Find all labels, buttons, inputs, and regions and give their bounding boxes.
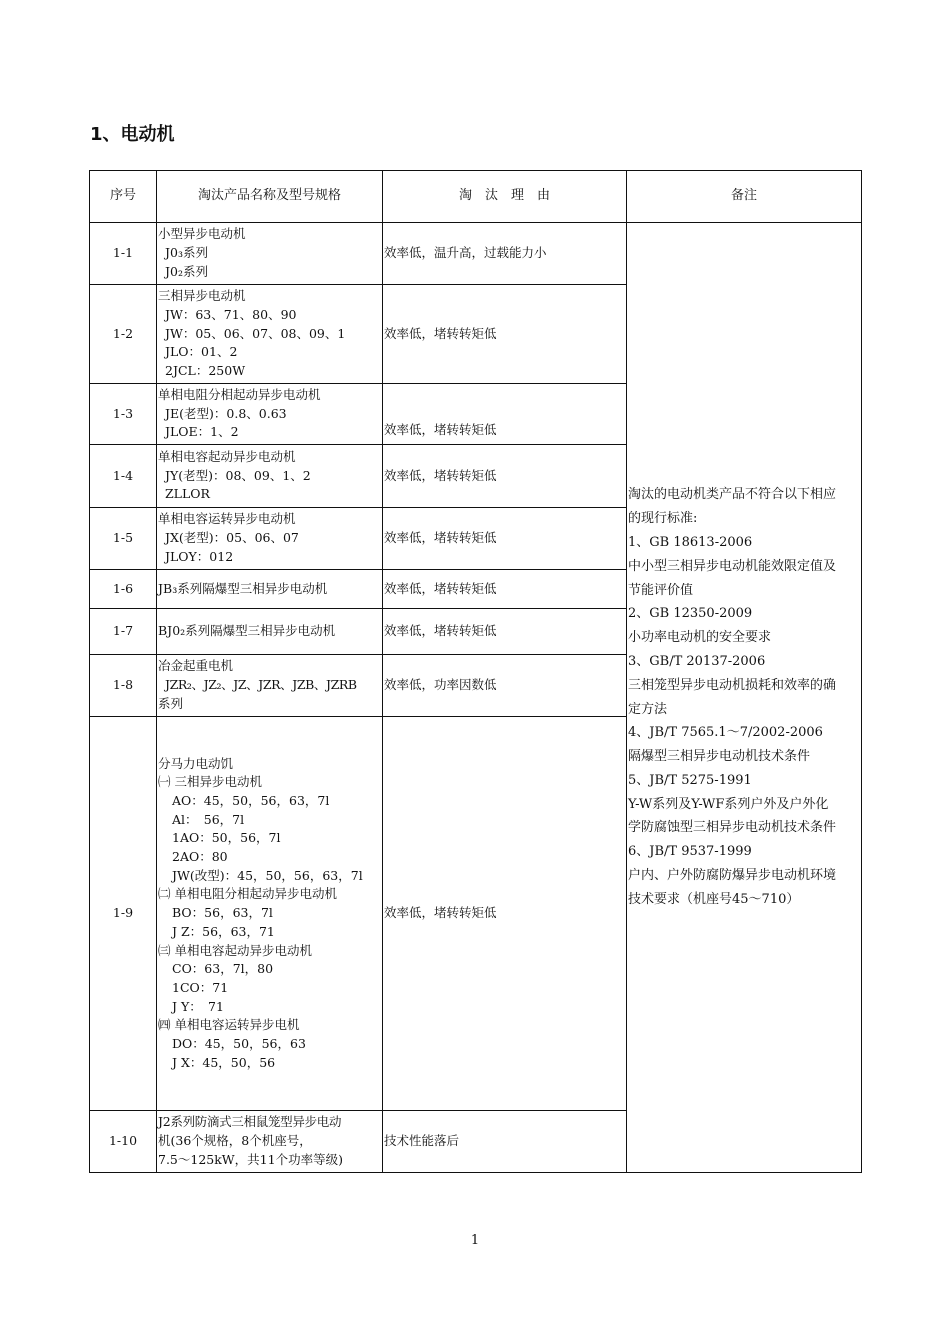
name-line: J Z：56，63，71 [172, 923, 275, 939]
row-seq: 1-3 [90, 384, 157, 445]
name-line: J2系列防滴式三相鼠笼型异步电动 [158, 1114, 342, 1130]
row-seq: 1-7 [90, 609, 157, 655]
remark-line: 定方法 [628, 701, 668, 717]
name-line: 系列 [158, 695, 184, 711]
row-reason: 效率低，堵转转矩低 [383, 717, 627, 1111]
name-line: JLOY：012 [165, 548, 234, 564]
remark-line: 淘汰的电动机类产品不符合以下相应 [628, 487, 837, 503]
name-line: DO：45，50，56，63 [172, 1036, 306, 1052]
name-line: J Y： 71 [172, 998, 224, 1014]
name-line: JLO：01、2 [165, 344, 238, 360]
row-product-name [157, 655, 383, 717]
name-line: 1AO：50，56，7l [172, 830, 281, 846]
remark-line: 2、GB 12350-2009 [628, 606, 753, 622]
remark-line: 学防腐蚀型三相异步电动机技术条件 [628, 820, 837, 836]
remark-line: 户内、户外防腐防爆异步电动机环境 [628, 868, 837, 884]
remark-line: 5、JB/T 5275-1991 [628, 772, 752, 788]
name-line: J0₂系列 [165, 263, 208, 279]
name-line: AO：45，50，56，63，7l [172, 792, 330, 808]
row-reason: 效率低，堵转转矩低 [383, 609, 627, 655]
header-remark: 备注 [627, 171, 862, 223]
name-line: CO：63，7l，80 [172, 961, 274, 977]
header-reason: 淘 汰 理 由 [383, 171, 627, 223]
name-line: J X：45，50，56 [172, 1054, 276, 1070]
row-reason: 技术性能落后 [383, 1111, 627, 1173]
name-line: BO：56，63，7l [172, 905, 273, 921]
name-line: 7.5～125kW，共11个功率等级) [158, 1151, 343, 1167]
row-reason: 效率低，温升高，过载能力小 [383, 223, 627, 285]
row-seq: 1-10 [90, 1111, 157, 1173]
name-line: 分马力电动饥 [158, 755, 234, 771]
name-line: ㈠ 三相异步电动机 [158, 774, 262, 790]
name-line: JW：63、71、80、90 [165, 306, 297, 322]
row-product-name [157, 285, 383, 384]
row-product-name [157, 1111, 383, 1173]
remark-line: 3、GB/T 20137-2006 [628, 653, 766, 669]
remark-line: Y-W系列及Y-WF系列户外及户外化 [628, 796, 829, 812]
remark-line: 技术要求（机座号45～710） [628, 891, 800, 907]
remark-line: 隔爆型三相异步电动机技术条件 [628, 749, 811, 765]
row-reason: 效率低，堵转转矩低 [383, 285, 627, 384]
row-seq: 1-2 [90, 285, 157, 384]
row-product-name [157, 384, 383, 445]
row-product-name [157, 508, 383, 570]
name-line: 三相异步电动机 [158, 288, 246, 304]
name-line: JZR₂、JZ₂、JZ、JZR、JZB、JZRB [165, 677, 357, 693]
remark-line: 三相笼型异步电动机损耗和效率的确 [628, 677, 837, 693]
row-product-name [157, 223, 383, 285]
name-line: 2AO：80 [172, 849, 228, 865]
name-line: JY(老型)：08、09、1、2 [165, 467, 311, 483]
name-line: JB₃系列隔爆型三相异步电动机 [158, 580, 328, 596]
name-line: ㈡ 单相电阻分相起动异步电动机 [158, 886, 337, 902]
row-seq: 1-5 [90, 508, 157, 570]
name-line: ㈣ 单相电容运转异步电机 [158, 1017, 300, 1033]
name-line: 小型异步电动机 [158, 226, 246, 242]
remark-line: 中小型三相异步电动机能效限定值及 [628, 558, 837, 574]
row-reason: 效率低，堵转转矩低 [383, 570, 627, 609]
name-line: Al： 56，7l [172, 811, 245, 827]
remark-line: 4、JB/T 7565.1～7/2002-2006 [628, 725, 823, 741]
header-product-name: 淘汰产品名称及型号规格 [157, 171, 383, 223]
row-product-name [157, 445, 383, 508]
row-reason: 效率低，堵转转矩低 [383, 508, 627, 570]
row-product-name [157, 570, 383, 609]
remark-line: 6、JB/T 9537-1999 [628, 844, 752, 860]
row-seq: 1-1 [90, 223, 157, 285]
name-line: ZLLOR [165, 486, 210, 502]
remark-line: 1、GB 18613-2006 [628, 534, 753, 550]
row-seq: 1-6 [90, 570, 157, 609]
page-number: 1 [470, 1233, 480, 1248]
row-reason: 效率低，堵转转矩低 [383, 384, 627, 445]
name-line: JLOE：1、2 [165, 424, 239, 440]
remark-cell [627, 223, 862, 1173]
name-line: 2JCL：250W [165, 363, 246, 379]
remark-line: 的现行标准: [628, 511, 698, 527]
name-line: 单相电阻分相起动异步电动机 [158, 386, 321, 402]
name-line: 1CO：71 [172, 979, 229, 995]
remark-line: 节能评价值 [628, 582, 694, 598]
row-reason: 效率低，堵转转矩低 [383, 445, 627, 508]
name-line: 机(36个规格，8个机座号， [158, 1133, 312, 1149]
name-line: 冶金起重电机 [158, 658, 234, 674]
table-header-row [90, 171, 862, 223]
row-product-name [157, 717, 383, 1111]
name-line: J0₃系列 [165, 245, 208, 261]
eliminated-motors-table [89, 170, 862, 1173]
header-seq: 序号 [90, 171, 157, 223]
name-line: ㈢ 单相电容起动异步电动机 [158, 942, 312, 958]
row-seq: 1-4 [90, 445, 157, 508]
name-line: JW：05、06、07、08、09、1 [165, 325, 346, 341]
name-line: BJ0₂系列隔爆型三相异步电动机 [158, 623, 336, 639]
name-line: JE(老型)：0.8、0.63 [165, 405, 287, 421]
row-seq: 1-8 [90, 655, 157, 717]
name-line: 单相电容运转异步电动机 [158, 511, 296, 527]
name-line: JX(老型)：05、06、07 [165, 530, 299, 546]
remark-line: 小功率电动机的安全要求 [628, 630, 772, 646]
name-line: 单相电容起动异步电动机 [158, 448, 296, 464]
row-seq: 1-9 [90, 717, 157, 1111]
row-reason: 效率低，功率因数低 [383, 655, 627, 717]
table-row [90, 223, 862, 285]
section-title: 1、电动机 [90, 124, 175, 145]
name-line: JW(改型)：45，50，56，63，7l [172, 867, 363, 883]
row-product-name [157, 609, 383, 655]
